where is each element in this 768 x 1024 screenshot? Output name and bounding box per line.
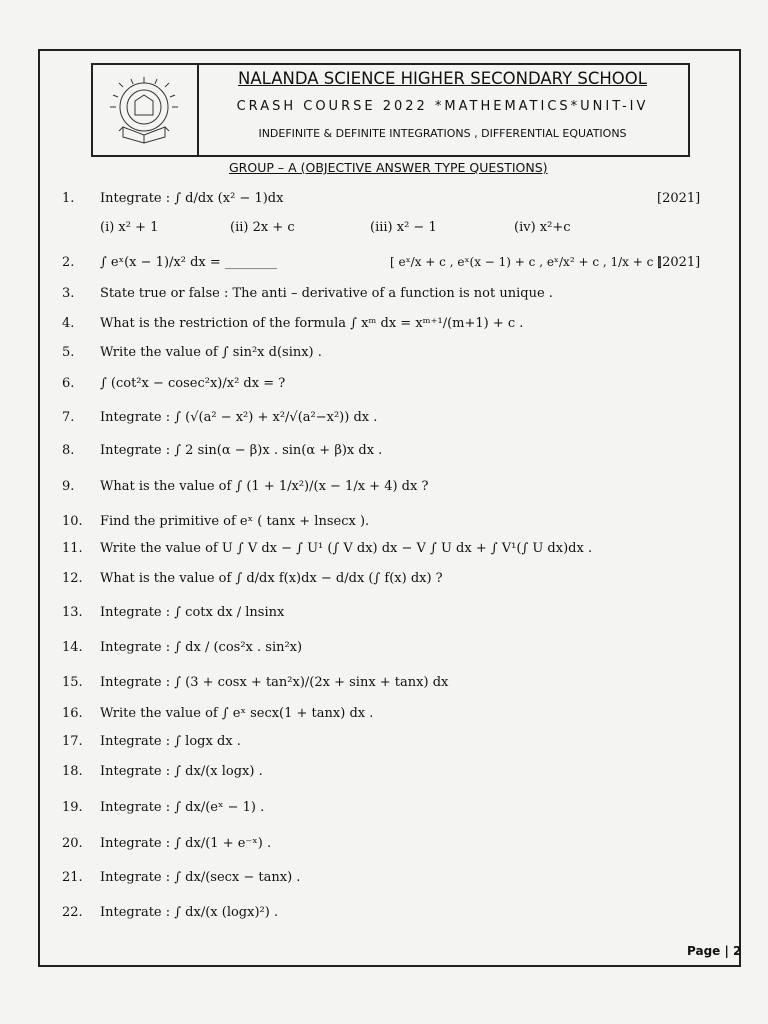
group-title: GROUP – A (OBJECTIVE ANSWER TYPE QUESTIONS) [229,160,548,175]
question-number: 13. [62,605,83,620]
question-number: 2. [62,255,75,270]
question-10 [0,514,768,536]
school-logo-cell [93,65,199,155]
question-3 [0,286,768,308]
question-text: Find the primitive of eˣ ( tanx + lnsecx ). [100,514,370,529]
question-text: What is the value of ∫ (1 + 1/x²)/(x − 1/x + 4) dx ? [100,479,429,494]
question-8 [0,443,768,465]
course-topics: INDEFINITE & DEFINITE INTEGRATIONS , DIFFERENTIAL EQUATIONS [258,127,627,140]
question-text: Integrate : ∫ 2 sin(α − β)x . sin(α + β)x dx . [100,443,383,458]
question-22 [0,905,768,927]
question-21 [0,870,768,892]
question-16 [0,706,768,728]
question-number: 5. [62,345,75,360]
question-9 [0,479,768,501]
question-year: [2021] [657,191,701,206]
question-text: Integrate : ∫ cotx dx / lnsinx [100,605,285,620]
question-number: 21. [62,870,83,885]
question-17 [0,734,768,756]
page-number: Page | 2 [687,944,742,958]
question-number: 11. [62,541,83,556]
question-text: Write the value of U ∫ V dx − ∫ U¹ (∫ V dx) dx − V ∫ U dx + ∫ V¹(∫ U dx)dx . [100,541,593,556]
question-text: Integrate : ∫ logx dx . [100,734,241,749]
question-number: 6. [62,376,75,391]
question-text: State true or false : The anti – derivative of a function is not unique . [100,286,553,301]
question-text: Integrate : ∫ dx/(1 + e⁻ˣ) . [100,836,272,851]
question-20 [0,836,768,858]
question-year: [2021] [657,255,701,270]
question-15 [0,675,768,697]
question-number: 16. [62,706,83,721]
question-text: Integrate : ∫ d/dx (x² − 1)dx [100,191,284,206]
question-number: 8. [62,443,75,458]
header-box [91,63,690,157]
question-number: 1. [62,191,75,206]
question-text: Integrate : ∫ (√(a² − x²) + x²/√(a²−x²)) dx . [100,410,378,425]
question-number: 17. [62,734,83,749]
question-number: 18. [62,764,83,779]
course-title: CRASH COURSE 2022 *MATHEMATICS*UNIT-IV [236,99,649,114]
option: (iv) x²+c [514,220,571,235]
option: (iii) x² − 1 [370,220,437,235]
question-text: Integrate : ∫ (3 + cosx + tan²x)/(2x + sinx + tanx) dx [100,675,449,690]
question-text: ∫ (cot²x − cosec²x)/x² dx = ? [100,376,286,391]
question-number: 3. [62,286,75,301]
question-number: 15. [62,675,83,690]
question-text: What is the restriction of the formula ∫ xᵐ dx = xᵐ⁺¹/(m+1) + c . [100,316,524,331]
school-logo-icon [101,75,187,145]
question-text: Integrate : ∫ dx/(eˣ − 1) . [100,800,265,815]
question-1 [0,191,768,213]
question-2-options: [ eˣ/x + c , eˣ(x − 1) + c , eˣ/x² + c , 1/x + c ] [390,255,662,269]
question-11 [0,541,768,563]
question-text: ∫ eˣ(x − 1)/x² dx = ________ [100,255,277,270]
option: (i) x² + 1 [100,220,159,235]
question-7 [0,410,768,432]
question-number: 9. [62,479,75,494]
question-number: 20. [62,836,83,851]
question-number: 4. [62,316,75,331]
question-13 [0,605,768,627]
question-text: Integrate : ∫ dx/(x logx) . [100,764,263,779]
question-number: 22. [62,905,83,920]
question-5 [0,345,768,367]
school-name: NALANDA SCIENCE HIGHER SECONDARY SCHOOL [238,69,647,88]
question-6 [0,376,768,398]
question-number: 12. [62,571,83,586]
option: (ii) 2x + c [230,220,295,235]
question-text: Write the value of ∫ eˣ secx(1 + tanx) dx . [100,706,374,721]
question-number: 19. [62,800,83,815]
question-12 [0,571,768,593]
question-19 [0,800,768,822]
question-text: Integrate : ∫ dx/(secx − tanx) . [100,870,301,885]
question-text: What is the value of ∫ d/dx f(x)dx − d/dx (∫ f(x) dx) ? [100,571,443,586]
question-number: 10. [62,514,83,529]
question-18 [0,764,768,786]
question-14 [0,640,768,662]
question-4 [0,316,768,338]
question-text: Integrate : ∫ dx / (cos²x . sin²x) [100,640,303,655]
question-number: 14. [62,640,83,655]
question-number: 7. [62,410,75,425]
question-text: Write the value of ∫ sin²x d(sinx) . [100,345,322,360]
question-text: Integrate : ∫ dx/(x (logx)²) . [100,905,279,920]
page-border [38,49,741,967]
